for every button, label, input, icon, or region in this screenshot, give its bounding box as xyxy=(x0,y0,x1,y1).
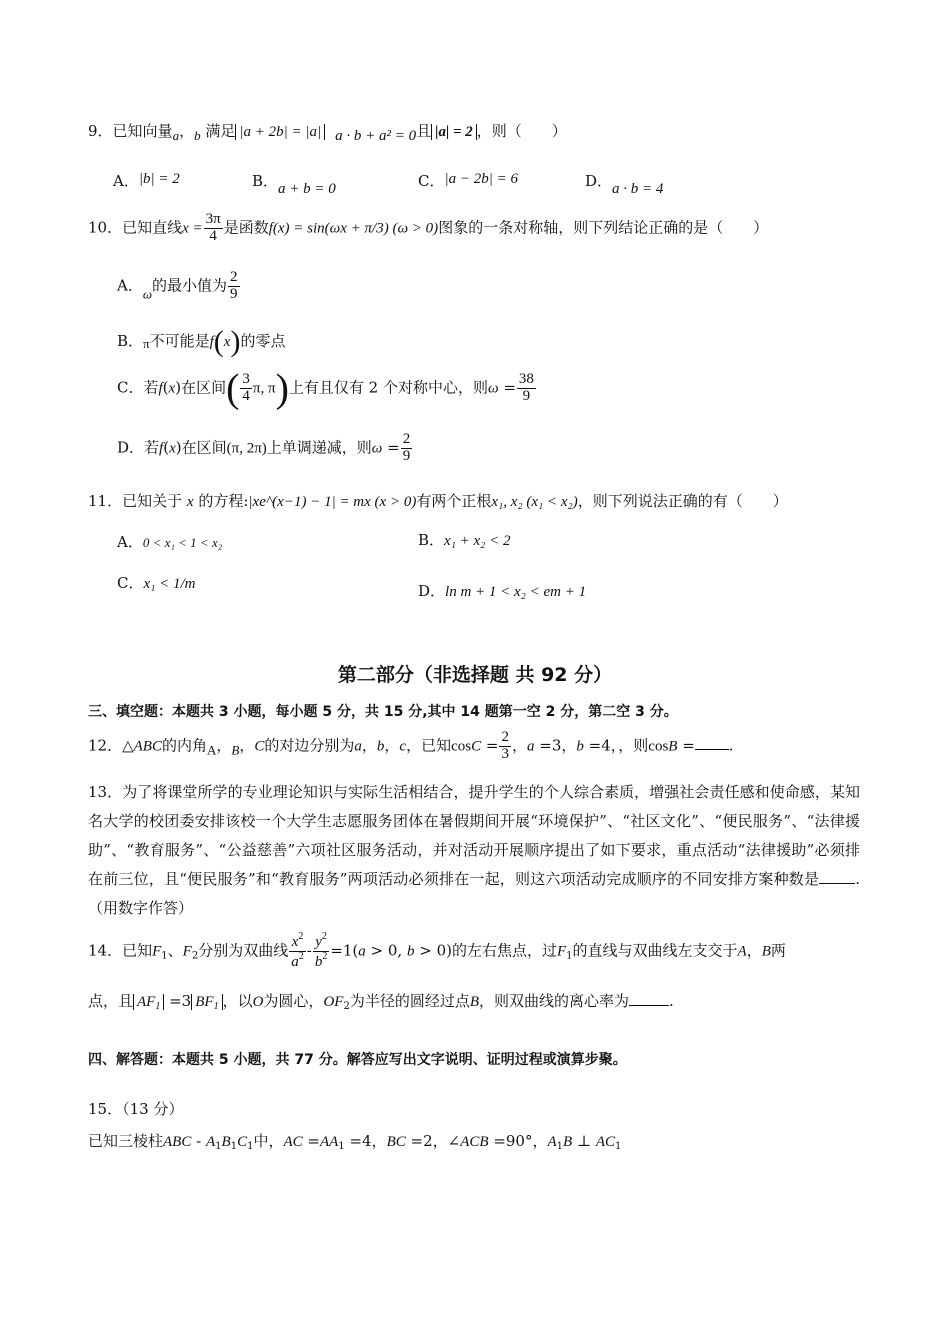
q11-option-b: B．x₁ + x₂ < 2 xyxy=(418,531,511,549)
q14-answer-blank[interactable] xyxy=(629,1005,669,1006)
section-three-heading: 三、填空题：本题共 3 小题，每小题 5 分，共 15 分,其中 14 题第一空 2 分，第二空 3 分。 xyxy=(88,704,678,720)
question-13: 13．为了将课堂所学的专业理论知识与实际生活相结合，提升学生的个人综合素质，增强社会责任感和使命感，某知名大学的校团委安排该校一个大学生志愿服务团体在暑假期间开展“环境保护”、“社区文化”、“便民服务”、“法律援助”、“教育服务”、“公益慈善”六项社区服务活动，并对活动开展顺序提出了如下要求，重点活动“法律援助”必须排在前三位，且“便民服务”和“教育服务”两项活动必须排在一起，则这六项活动完成顺序的不同安排方案种数是 .（用数字作答） xyxy=(88,783,860,917)
q9-option-d: D．a · b = 4 xyxy=(585,172,664,197)
q10-option-d: D．若f(x)在区间(π, 2π)上单调递减，则ω = $\frac{2}{9}$ xyxy=(117,431,411,464)
q10-option-c: C．若f(x)在区间( $\frac{3}{4}$ π, π)上有且仅有 2 个对称中心，则ω = $\frac{38}{9}$ xyxy=(117,365,534,411)
q11-option-d: D．ln m + 1 < x₂ < em + 1 xyxy=(418,582,587,600)
question-14-line-2: 点，且 $AF_1 =3$ $BF_1$ ，以O为圆心，$OF_2$为半径的圆经过点B，则双曲线的离心率为 . xyxy=(88,992,674,1012)
question-15: 已知三棱柱ABC - $A_1B_1C_1$中，AC $=AA_1 =4$，BC =2，∠ACB =90°，$A_1B$ ⊥ $AC_1$ xyxy=(88,1132,622,1152)
question-12: 12．△ABC的内角A，B，C的对边分别为a，b，c，已知cosC = $\frac{2}{3}$ ，a =3，b =4，，则cosB = . xyxy=(88,729,734,762)
question-9: 9．已知向量a，b 满足 |a + 2b| = |a| a · b + a² = 0且 |a| = 2 ，则（ ） xyxy=(88,122,567,144)
q10-line-fraction: $\frac{3\pi}{4}$ xyxy=(205,211,221,244)
question-15-heading: 15．（13 分） xyxy=(88,1100,184,1118)
q12-answer-blank[interactable] xyxy=(695,749,729,750)
q9-option-b: B．a + b = 0 xyxy=(252,172,336,197)
q11-option-c: C．x₁ < 1/m xyxy=(117,574,196,592)
q9-condition-b: a · b + a² = 0 xyxy=(335,128,417,144)
q13-answer-blank[interactable] xyxy=(819,883,855,884)
part-two-title: 第二部分（非选择题 共 92 分） xyxy=(337,664,613,686)
q11-equation: |xe^(x−1) − 1| = mx (x > 0) xyxy=(248,494,417,510)
question-11: 11．已知关于 x 的方程:|xe^(x−1) − 1| = mx (x > 0)有两个正根x₁, x₂ (x₁ < x₂)，则下列说法正确的有（ ） xyxy=(88,492,788,510)
q10-function: f(x) = sin(ωx + π/3) (ω > 0) xyxy=(268,220,439,237)
q9-condition-a: |a + 2b| = |a| xyxy=(235,124,325,140)
q9-option-c: C．|a − 2b| = 6 xyxy=(418,171,518,190)
question-10: 10．已知直线x = $\frac{3\pi}{4}$ 是函数f(x) = sin(ωx + π/3) (ω > 0)图象的一条对称轴，则下列结论正确的是（ ） xyxy=(88,211,769,244)
q9-option-a: A．|b| = 2 xyxy=(113,171,180,190)
q9-condition-c: |a| = 2 xyxy=(431,124,477,140)
q10-option-b: B．π不可能是f(x)的零点 xyxy=(117,325,286,358)
question-14: 14．已知$F_1$、$F_2$分别为双曲线 $\frac{x^2}{a^2}$ - $\frac{y^2}{b^2}$ =1(a > 0, b > 0)的左右焦点，过$F_1$的直线与双曲线左支交于A，B两 xyxy=(88,931,786,970)
q10-option-a: A．ω的最小值为 $\frac{2}{9}$ xyxy=(117,269,238,302)
section-four-heading: 四、解答题：本题共 5 小题，共 77 分。解答应写出文字说明、证明过程或演算步聚。 xyxy=(88,1052,627,1068)
q11-option-a: A．0 < x₁ < 1 < x₂ xyxy=(117,533,223,551)
